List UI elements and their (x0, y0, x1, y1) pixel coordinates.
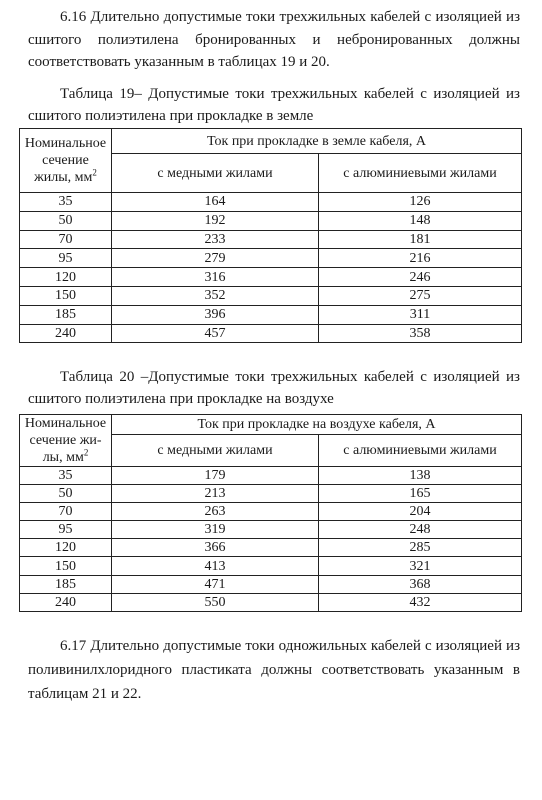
table-row (20, 593, 522, 611)
table-row (20, 557, 522, 575)
aluminum-cell: 285 (319, 539, 522, 557)
table20-section-header-line3: лы, мм (42, 450, 84, 465)
section-cell: 50 (20, 485, 112, 503)
table19-copper-header: с медными жилами (112, 154, 319, 193)
section-cell: 185 (20, 575, 112, 593)
table19-section-header-line2: сечение (42, 153, 89, 168)
aluminum-cell: 126 (319, 193, 522, 212)
table-row (20, 249, 522, 268)
table20-group-header: Ток при прокладке на воздухе кабеля, А (112, 415, 522, 435)
table19-caption: Таблица 19– Допустимые токи трехжильных кабелей с изоляцией из сшитого полиэтилена при прокладке в земле (28, 86, 520, 124)
aluminum-cell: 248 (319, 521, 522, 539)
aluminum-cell: 148 (319, 211, 522, 230)
intro-paragraph: 6.16 Длительно допустимые токи трехжильных кабелей с изоляцией из сшитого полиэтилена бронированных и небронированных должны соответствовать указанным в таблицах 19 и 20. (28, 9, 520, 70)
table20-section-header-sup: 2 (83, 447, 89, 458)
table-row (20, 305, 522, 324)
section-cell: 240 (20, 324, 112, 343)
aluminum-cell: 432 (319, 593, 522, 611)
table-row (20, 193, 522, 212)
table-row (20, 575, 522, 593)
section-cell: 70 (20, 503, 112, 521)
aluminum-cell: 246 (319, 268, 522, 287)
aluminum-cell: 216 (319, 249, 522, 268)
table19-section-header-line1: Номинальное (24, 136, 107, 151)
copper-cell: 164 (112, 193, 319, 212)
table20-section-header-line1: Номинальное (24, 416, 107, 431)
section-cell: 95 (20, 521, 112, 539)
section-cell: 50 (20, 211, 112, 230)
section-cell: 35 (20, 467, 112, 485)
table-row (20, 521, 522, 539)
table-row (20, 467, 522, 485)
table-row (20, 230, 522, 249)
section-cell: 150 (20, 286, 112, 305)
table-row (20, 268, 522, 287)
aluminum-cell: 358 (319, 324, 522, 343)
copper-cell: 471 (112, 575, 319, 593)
section-cell: 35 (20, 193, 112, 212)
table20-aluminum-header: с алюминиевыми жилами (319, 435, 522, 467)
closing-paragraph: 6.17 Длительно допустимые токи одножильных кабелей с изоляцией из поливинилхлоридного пластиката должны соответствовать указанным в таблицам 21 и 22. (28, 638, 520, 702)
table20-section-header (20, 415, 112, 467)
aluminum-cell: 275 (319, 286, 522, 305)
copper-cell: 352 (112, 286, 319, 305)
copper-cell: 457 (112, 324, 319, 343)
copper-cell: 179 (112, 467, 319, 485)
section-cell: 150 (20, 557, 112, 575)
section-cell: 120 (20, 268, 112, 287)
table19-section-header-sup: 2 (92, 167, 97, 178)
section-cell: 70 (20, 230, 112, 249)
table-row (20, 539, 522, 557)
section-cell: 95 (20, 249, 112, 268)
table-row (20, 485, 522, 503)
table19-group-header: Ток при прокладке в земле кабеля, А (112, 129, 522, 154)
table19 (19, 128, 522, 343)
aluminum-cell: 204 (319, 503, 522, 521)
aluminum-cell: 181 (319, 230, 522, 249)
aluminum-cell: 165 (319, 485, 522, 503)
table-row (20, 286, 522, 305)
copper-cell: 319 (112, 521, 319, 539)
table20-caption: Таблица 20 –Допустимые токи трехжильных кабелей с изоляцией из сшитого полиэтилена при прокладке на воздухе (28, 369, 520, 407)
aluminum-cell: 368 (319, 575, 522, 593)
copper-cell: 213 (112, 485, 319, 503)
table19-section-header (20, 129, 112, 193)
copper-cell: 396 (112, 305, 319, 324)
table19-aluminum-header: с алюминиевыми жилами (319, 154, 522, 193)
copper-cell: 550 (112, 593, 319, 611)
section-cell: 120 (20, 539, 112, 557)
table-row (20, 324, 522, 343)
aluminum-cell: 311 (319, 305, 522, 324)
aluminum-cell: 321 (319, 557, 522, 575)
section-cell: 185 (20, 305, 112, 324)
table20-copper-header: с медными жилами (112, 435, 319, 467)
copper-cell: 316 (112, 268, 319, 287)
copper-cell: 233 (112, 230, 319, 249)
section-cell: 240 (20, 593, 112, 611)
table20 (19, 414, 522, 612)
copper-cell: 279 (112, 249, 319, 268)
table-row (20, 503, 522, 521)
table-row (20, 211, 522, 230)
table20-section-header-line2: сечение жи- (29, 433, 102, 448)
table19-section-header-line3: жилы, мм (34, 170, 93, 185)
aluminum-cell: 138 (319, 467, 522, 485)
copper-cell: 413 (112, 557, 319, 575)
copper-cell: 263 (112, 503, 319, 521)
copper-cell: 366 (112, 539, 319, 557)
copper-cell: 192 (112, 211, 319, 230)
